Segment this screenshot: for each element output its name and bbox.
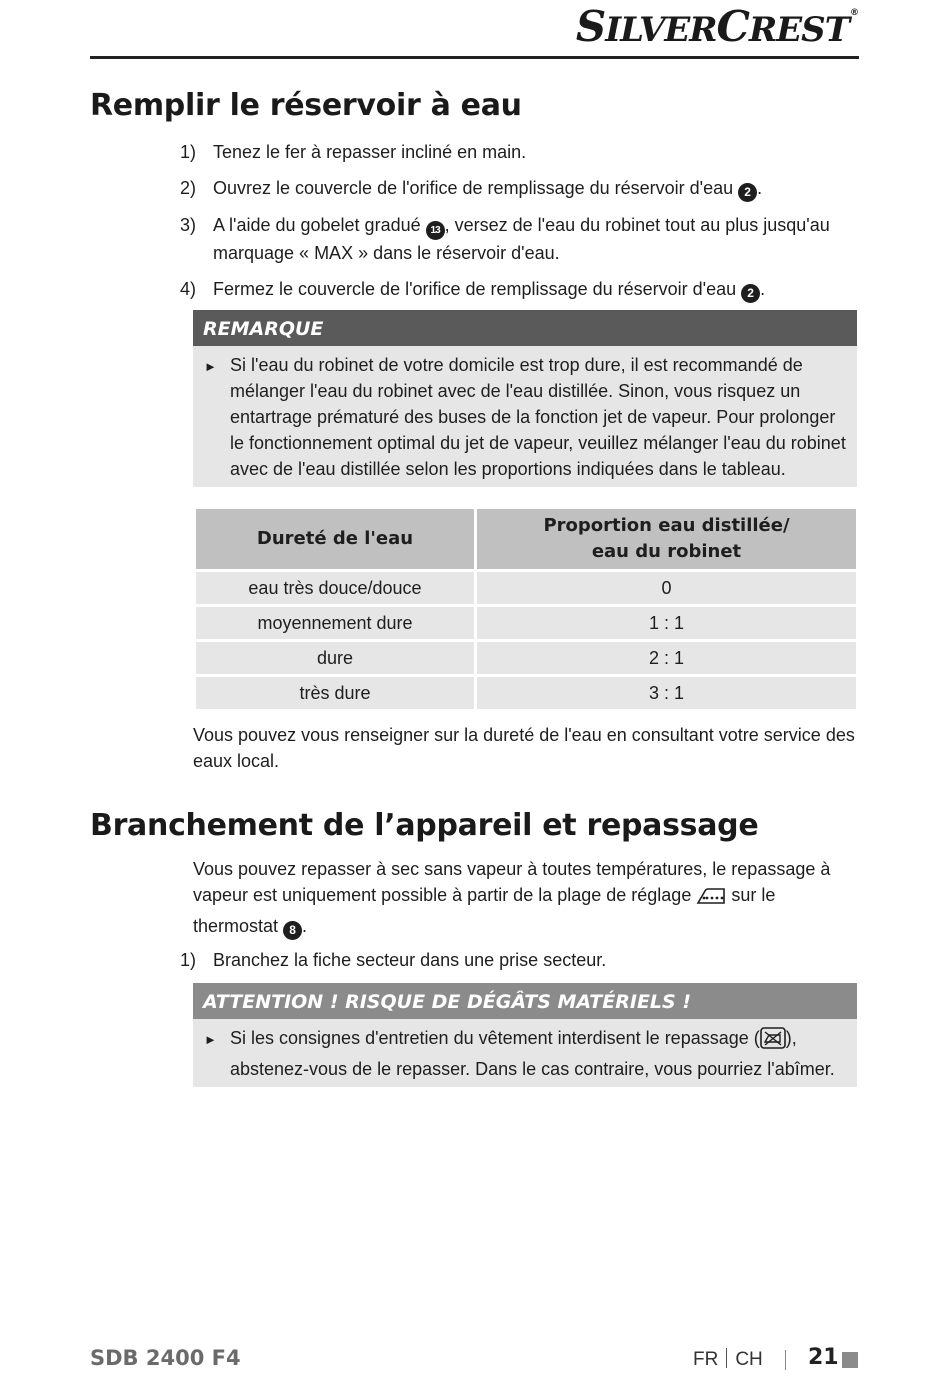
footer-model-number: SDB 2400 F4 [90, 1346, 241, 1370]
step-3: 3) A l'aide du gobelet gradué 13 , versez de l'eau du robinet tout au plus jusqu'au marquage « MAX » dans le réservoir d'eau. [180, 215, 830, 263]
table-header-row [196, 509, 856, 569]
step-1: 1) Tenez le fer à repasser incliné en main. [180, 142, 527, 162]
attention-note-box [193, 983, 857, 1087]
table-row [196, 607, 856, 639]
triangle-bullet-icon: ► [204, 1032, 217, 1047]
table-row [196, 642, 856, 674]
cell-hardness: très dure [196, 677, 474, 709]
brand-logo: SILVERCREST® [575, 2, 858, 51]
hardness-info-paragraph: Vous pouvez vous renseigner sur la dureté de l'eau en consultant votre service des eaux local. [193, 725, 855, 771]
step-1: 1) Branchez la fiche secteur dans une prise secteur. [180, 950, 607, 970]
ref-number-badge: 2 [741, 284, 760, 303]
cell-hardness: eau très douce/douce [196, 572, 474, 604]
crossed-iron-icon [760, 1027, 786, 1056]
step-2: 2) Ouvrez le couvercle de l'orifice de remplissage du réservoir d'eau 2 . [180, 175, 860, 202]
steam-iron-dots-icon [696, 886, 726, 913]
note-header: REMARQUE [193, 310, 857, 346]
fill-steps-list [180, 139, 860, 313]
header-rule [90, 56, 859, 59]
cell-ratio: 1 : 1 [477, 607, 856, 639]
ref-number-badge: 2 [738, 183, 757, 202]
footer-square-marker [842, 1352, 858, 1368]
cell-ratio: 0 [477, 572, 856, 604]
connect-steps-list [180, 947, 860, 983]
step-4: 4) Fermez le couvercle de l'orifice de remplissage du réservoir d'eau 2 . [180, 276, 860, 303]
cell-ratio: 2 : 1 [477, 642, 856, 674]
section-title-connect-iron: Branchement de l’appareil et repassage [90, 808, 759, 843]
section-title-fill-tank: Remplir le réservoir à eau [90, 88, 522, 123]
table-row [196, 572, 856, 604]
ref-number-badge: 13 [426, 221, 445, 240]
table-row [196, 677, 856, 709]
water-hardness-table [193, 506, 859, 712]
triangle-bullet-icon: ► [204, 359, 217, 374]
col-header-ratio: Proportion eau distillée/ eau du robinet [477, 509, 856, 569]
footer-divider [785, 1350, 786, 1370]
attention-header: ATTENTION ! RISQUE DE DÉGÂTS MATÉRIELS ! [193, 983, 857, 1019]
ironing-intro-paragraph: Vous pouvez repasser à sec sans vapeur à toutes températures, le repassage à vapeur est uniquement possible à partir de la plage de réglage sur le thermostat 8 . [193, 856, 863, 940]
cell-hardness: dure [196, 642, 474, 674]
ref-number-badge: 8 [283, 921, 302, 940]
col-header-hardness: Dureté de l'eau [196, 509, 474, 569]
page-number: 21 [808, 1345, 839, 1370]
note-body: ► Si l'eau du robinet de votre domicile est trop dure, il est recommandé de mélanger l'eau du robinet avec de l'eau distillée. Sinon, vous risquez un entartrage prématuré des buses de la fonction jet de vapeur. Pour prolonger le fonctionnement optimal du jet de vapeur, veuillez mélanger l'eau du robinet avec de l'eau distillée selon les proportions indiquées dans le tableau. [204, 355, 846, 479]
attention-body: ► Si les consignes d'entretien du vêtement interdisent le repassage ( ), abstenez-vous de le repasser. Dans le cas contraire, vous pourriez l'abîmer. [204, 1028, 835, 1079]
footer-languages: FR CH [693, 1349, 763, 1370]
remarque-note-box [193, 310, 857, 487]
cell-hardness: moyennement dure [196, 607, 474, 639]
cell-ratio: 3 : 1 [477, 677, 856, 709]
